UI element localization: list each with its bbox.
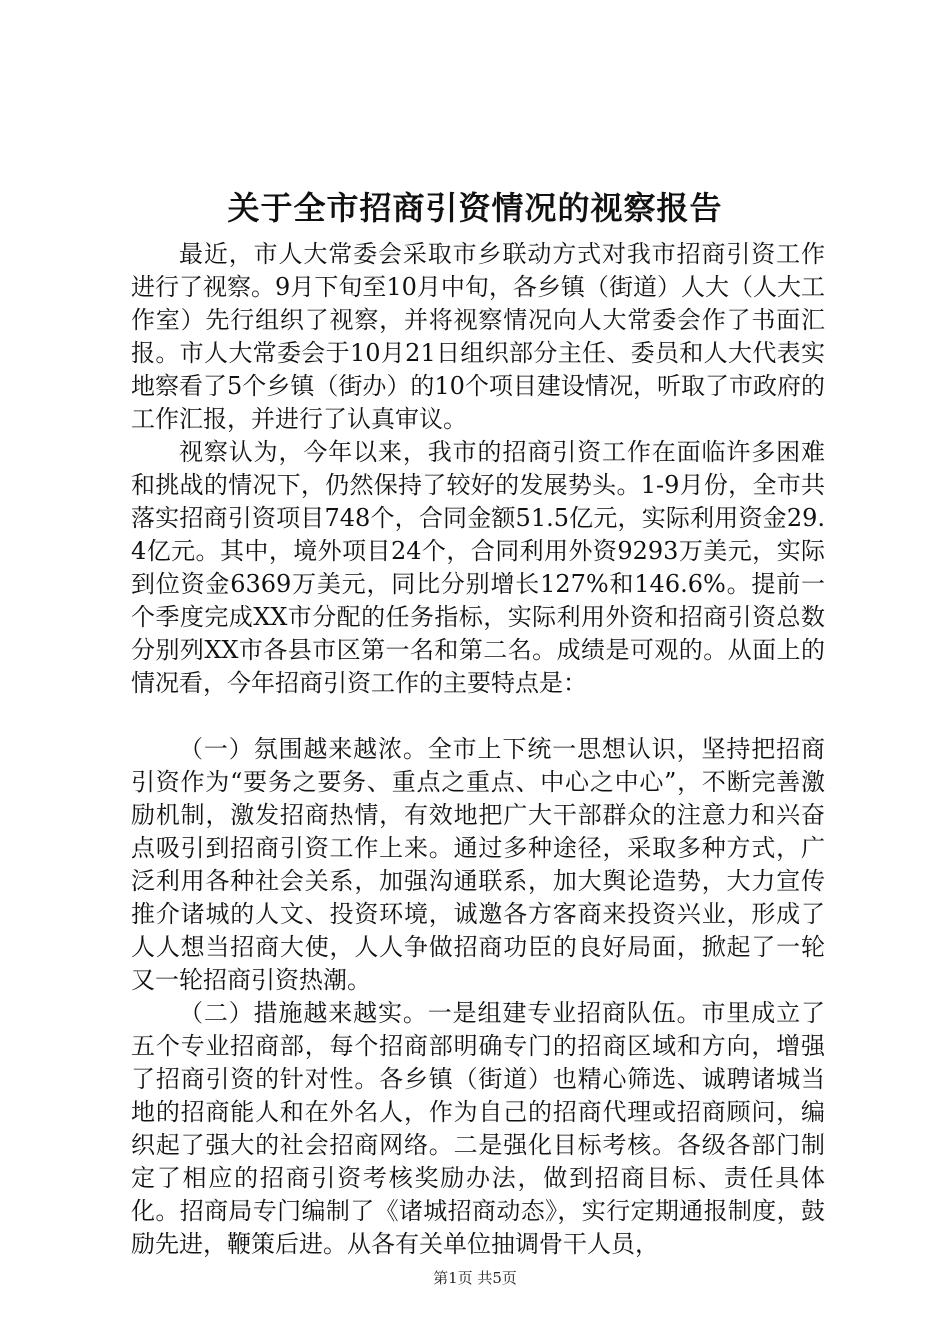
paragraph-section-1: （一）氛围越来越浓。全市上下统一思想认识，坚持把招商引资作为“要务之要务、重点之重点、中心之中心”，不断完善激励机制，激发招商热情，有效地把广大干部群众的注意力和兴奋点吸引到招商引资工作上来。通过多种途径，采取多种方式，广泛利用各种社会关系，加强沟通联系，加大舆论造势，大力宣传推介诸城的人文、投资环境，诚邀各方客商来投资兴业，形成了人人想当招商大使，人人争做招商功臣的良好局面，掀起了一轮又一轮招商引资热潮。 (131, 735, 825, 994)
paragraph-findings: 视察认为，今年以来，我市的招商引资工作在面临许多困难和挑战的情况下，仍然保持了较好的发展势头。1-9月份，全市共落实招商引资项目748个，合同金额51.5亿元，实际利用资金29.4亿元。其中，境外项目24个，合同利用外资9293万美元，实际到位资金6369万美元，同比分别增长127%和146.6%。提前一个季度完成XX市分配的任务指标，实际利用外资和招商引资总数分别列XX市各县市区第一名和第二名。成绩是可观的。从面上的情况看，今年招商引资工作的主要特点是： (131, 438, 825, 697)
paragraph-intro: 最近，市人大常委会采取市乡联动方式对我市招商引资工作进行了视察。9月下旬至10月中旬，各乡镇（街道）人大（人大工作室）先行组织了视察，并将视察情况向人大常委会作了书面汇报。市人大常委会于10月21日组织部分主任、委员和人大代表实地察看了5个乡镇（街办）的10个项目建设情况，听取了市政府的工作汇报，并进行了认真审议。 (131, 240, 825, 433)
page-number-footer: 第1页 共5页 (433, 1269, 517, 1287)
paragraph-section-2: （二）措施越来越实。一是组建专业招商队伍。市里成立了五个专业招商部，每个招商部明确专门的招商区域和方向，增强了招商引资的针对性。各乡镇（街道）也精心筛选、诚聘诸城当地的招商能人和在外名人，作为自己的招商代理或招商顾问，编织起了强大的社会招商网络。二是强化目标考核。各级各部门制定了相应的招商引资考核奖励办法，做到招商目标、责任具体化。招商局专门编制了《诸城招商动态》，实行定期通报制度，鼓励先进，鞭策后进。从各有关单位抽调骨干人员， (131, 999, 825, 1258)
document-title: 关于全市招商引资情况的视察报告 (227, 189, 723, 227)
document-body (131, 238, 825, 1261)
